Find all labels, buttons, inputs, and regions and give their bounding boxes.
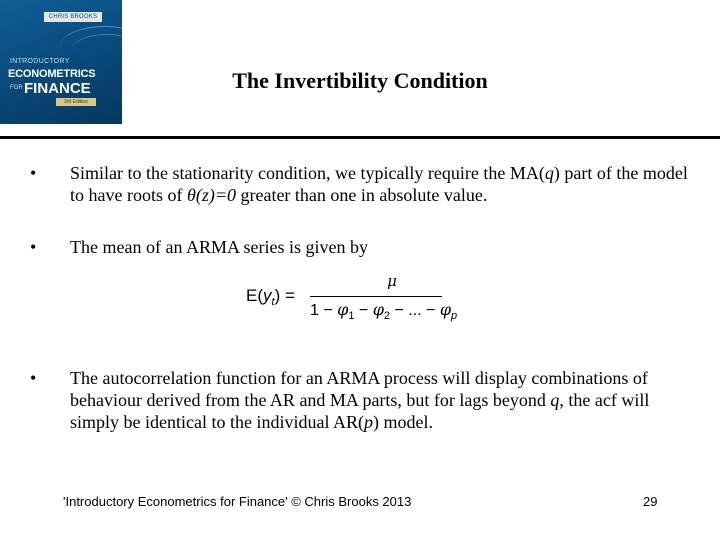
fraction-bar bbox=[310, 296, 442, 297]
bullet-text: The mean of an ARMA series is given by bbox=[70, 237, 368, 257]
formula-lhs bbox=[246, 286, 295, 308]
bullet-dot: • bbox=[30, 368, 37, 388]
formula-denominator bbox=[310, 300, 457, 322]
cover-title-for: FOR bbox=[10, 85, 23, 91]
bullet-dot: • bbox=[30, 237, 37, 257]
formula-sub-t: t bbox=[271, 296, 275, 308]
bullet-text-part: ) model. bbox=[372, 412, 433, 432]
slide-title: The Invertibility Condition bbox=[232, 68, 488, 93]
bullet-text-part: ) part of the model to have roots of bbox=[70, 163, 688, 205]
den-part: 1 − bbox=[310, 302, 338, 319]
den-part: − bbox=[354, 302, 373, 319]
bullet-text-part: The autocorrelation function for an ARMA process will display combinations of behaviour derived from the AR and MA parts, but for lags beyond bbox=[70, 368, 648, 410]
formula-lhs-open: E( bbox=[246, 286, 263, 305]
bullet-text-part: greater than one in absolute value. bbox=[235, 185, 488, 205]
title-divider bbox=[0, 136, 720, 139]
arma-mean-formula bbox=[246, 272, 476, 332]
phi-symbol: φ bbox=[439, 300, 452, 319]
bullet-var-q: q bbox=[550, 390, 560, 410]
footer-copyright: 'Introductory Econometrics for Finance' © Chris Brooks 2013 bbox=[63, 494, 412, 509]
theta-expression: θ(z)=0 bbox=[186, 185, 236, 205]
bullet-var-q: q bbox=[544, 163, 554, 183]
page-number: 29 bbox=[643, 494, 658, 509]
bullet-text-part: Similar to the stationarity condition, we typically require the MA( bbox=[70, 163, 545, 183]
cover-title-line2: ECONOMETRICS bbox=[8, 68, 96, 80]
bullet-text bbox=[70, 367, 690, 433]
phi-sub: 2 bbox=[383, 310, 391, 322]
bullet-text bbox=[70, 162, 690, 206]
formula-var-y: y bbox=[263, 286, 272, 305]
formula-lhs-close: ) = bbox=[274, 286, 295, 305]
bullet-dot: • bbox=[30, 163, 37, 183]
den-part: − ... − bbox=[390, 302, 440, 319]
book-cover-image bbox=[0, 0, 122, 124]
cover-title-line3: FINANCE bbox=[24, 80, 91, 97]
formula-numerator: μ bbox=[387, 272, 397, 290]
phi-symbol: φ bbox=[372, 300, 384, 319]
phi-sub: 1 bbox=[348, 310, 355, 322]
bullet-var-p: p bbox=[363, 412, 373, 432]
phi-symbol: φ bbox=[337, 300, 349, 319]
bullet-text-part: , the acf will simply be identical to the individual AR( bbox=[70, 390, 650, 432]
cover-title-line1: INTRODUCTORY bbox=[10, 58, 70, 65]
phi-sub: p bbox=[451, 310, 458, 322]
cover-author: CHRIS BROOKS bbox=[44, 12, 102, 22]
cover-edition: 3rd Edition bbox=[56, 98, 96, 106]
